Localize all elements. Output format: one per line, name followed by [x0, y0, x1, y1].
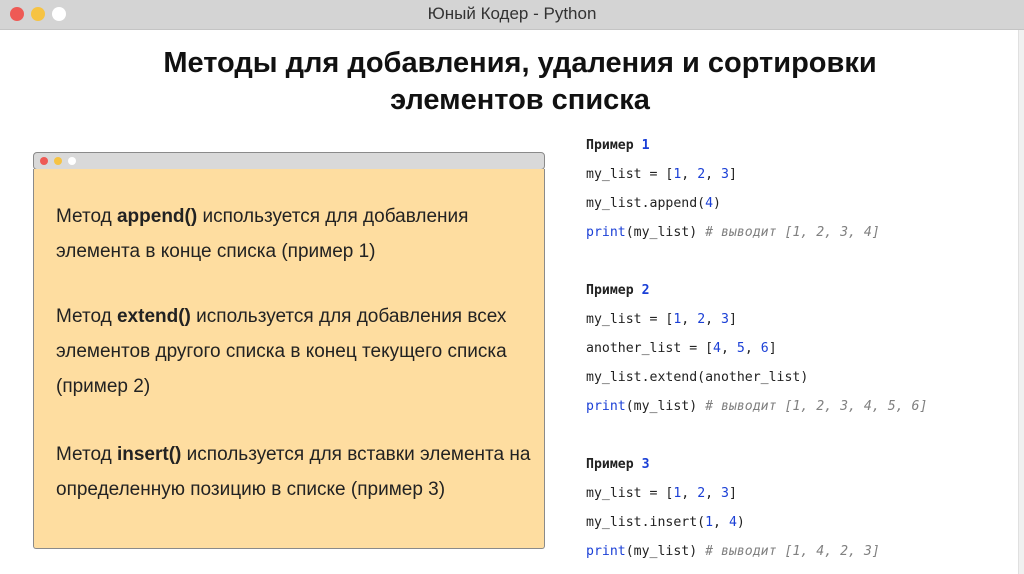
method-name-extend: extend() — [116, 306, 191, 327]
method-name-append: append() — [116, 206, 198, 227]
example-2-line-2: another_list = [4, 5, 6] — [586, 341, 777, 356]
window-titlebar — [0, 0, 1024, 30]
code-text: my_list.insert( — [586, 515, 706, 530]
print-keyword: print — [586, 399, 626, 414]
code-text: my_list.append( — [586, 196, 706, 211]
print-keyword: print — [586, 225, 626, 240]
code-text: ] — [728, 167, 737, 182]
para-prefix: Метод — [56, 444, 117, 465]
example-2-line-1: my_list = [1, 2, 3] — [586, 312, 737, 327]
example-1-print — [586, 218, 1006, 247]
panel-maximize-dot — [68, 157, 76, 165]
blank-line — [586, 421, 1006, 450]
code-text: ] — [728, 312, 737, 327]
example-1-header — [586, 131, 1006, 160]
code-text: my_list = [ — [586, 312, 674, 327]
example-number: 1 — [641, 138, 650, 153]
example-3-line-2 — [586, 508, 1006, 537]
code-number: 6 — [760, 341, 769, 356]
code-number: 3 — [721, 167, 729, 182]
code-number: 1 — [673, 312, 682, 327]
code-comment: # выводит [1, 2, 3, 4] — [705, 225, 880, 240]
para-text: используется для добавления всех элементов другого списка в конец текущего списка (пример 2) — [56, 306, 507, 397]
heading-line-1: Методы для добавления, удаления и сортировки — [163, 47, 877, 79]
code-number: 3 — [721, 312, 729, 327]
panel-minimize-dot — [54, 157, 62, 165]
window-title: Юный Кодер - Python — [427, 4, 597, 23]
code-text: ] — [728, 486, 737, 501]
para-text: используется для вставки элемента на определенную позицию в списке (пример 3) — [56, 444, 531, 500]
panel-close-dot — [40, 157, 48, 165]
code-comment: # выводит [1, 4, 2, 3] — [705, 544, 880, 559]
code-number: 2 — [697, 312, 706, 327]
code-number: 2 — [697, 167, 706, 182]
code-text: my_list = [ — [586, 167, 674, 182]
example-1-line-1: my_list = [1, 2, 3] — [586, 167, 737, 182]
example-3-line-1: my_list = [1, 2, 3] — [586, 486, 737, 501]
example-1-line-2 — [586, 189, 1006, 218]
para-prefix: Метод — [56, 206, 117, 227]
code-number: 1 — [673, 486, 682, 501]
code-text: ) — [713, 196, 721, 211]
code-number: 1 — [673, 167, 682, 182]
window-edge — [1018, 30, 1024, 574]
code-text: (my_list) — [625, 399, 706, 414]
code-number: 1 — [705, 515, 714, 530]
example-label: Пример — [586, 138, 634, 153]
example-2-print — [586, 392, 1006, 421]
example-label: Пример — [586, 457, 634, 472]
code-examples — [586, 131, 1006, 566]
example-2-line-3: my_list.extend(another_list) — [586, 370, 809, 385]
code-number: 4 — [728, 515, 737, 530]
panel-body — [33, 169, 545, 549]
extend-description — [56, 299, 536, 404]
code-text: ) — [736, 515, 745, 530]
example-3-print — [586, 537, 1006, 566]
method-name-insert: insert() — [116, 444, 182, 465]
example-3-header — [586, 450, 1006, 479]
blank-line — [586, 247, 1006, 276]
code-text: (my_list) — [625, 225, 706, 240]
example-label: Пример — [586, 283, 634, 298]
para-text: используется для добавления элемента в конце списка (пример 1) — [56, 206, 469, 262]
code-text: , — [713, 515, 729, 530]
insert-description — [56, 437, 536, 507]
code-number: 3 — [721, 486, 729, 501]
print-keyword: print — [586, 544, 626, 559]
code-text: my_list = [ — [586, 486, 674, 501]
code-text: ] — [768, 341, 777, 356]
code-text: another_list = [ — [586, 341, 714, 356]
para-prefix: Метод — [56, 306, 117, 327]
code-comment: # выводит [1, 2, 3, 4, 5, 6] — [705, 399, 928, 414]
code-text: (my_list) — [625, 544, 706, 559]
code-number: 2 — [697, 486, 706, 501]
code-number: 4 — [713, 341, 721, 356]
code-number: 5 — [736, 341, 745, 356]
example-number: 2 — [641, 283, 650, 298]
heading-line-2: элементов списка — [390, 84, 650, 116]
explanation-panel — [33, 152, 545, 550]
example-number: 3 — [641, 457, 650, 472]
slide-heading — [80, 45, 960, 119]
panel-titlebar — [33, 152, 545, 170]
code-number: 4 — [705, 196, 714, 211]
example-2-header — [586, 276, 1006, 305]
append-description — [56, 199, 536, 269]
